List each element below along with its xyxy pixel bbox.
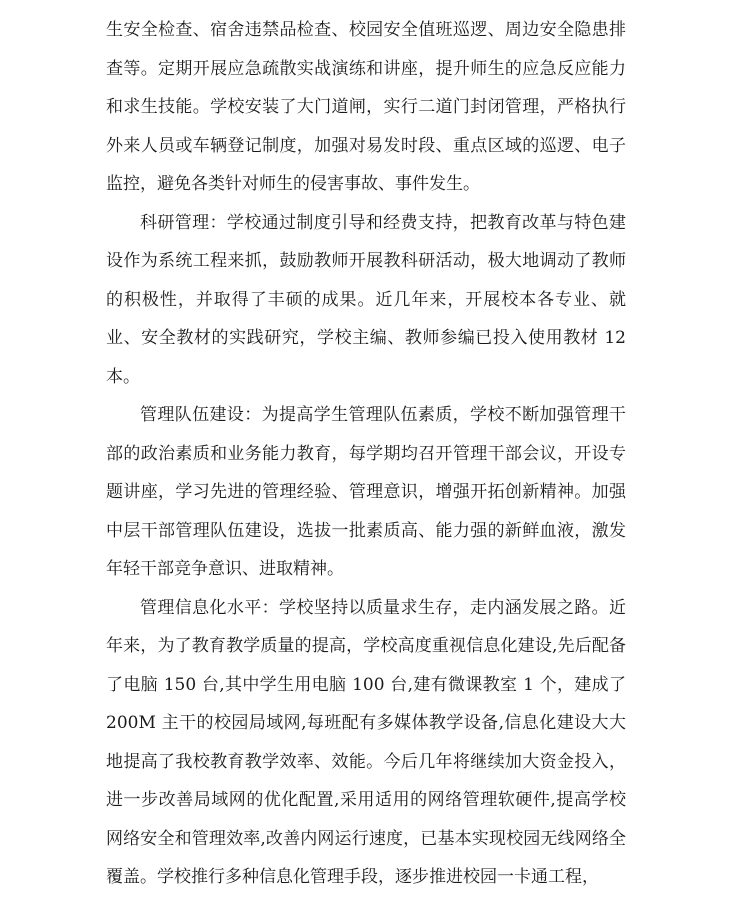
paragraph-informatization: 管理信息化水平：学校坚持以质量求生存，走内涵发展之路。近年来，为了教育教学质量的提高，学校高度重视信息化建设,先后配备了电脑 150 台,其中学生用电脑 100 台,建有微课教室 1 个，建成了200M 主干的校园局域网,每班配有多媒体教学设备,信息化建设大大地提高了我校教育教学效率、效能。今后几年将继续加大资金投入，进一步改善局域网的优化配置,采用适用的网络管理软硬件,提高学校网络安全和管理效率,改善内网运行速度，已基本实现校园无线网络全覆盖。学校推行多种信息化管理手段，逐步推进校园一卡通工程， [106, 597, 626, 887]
paragraph-management-team: 管理队伍建设：为提高学生管理队伍素质，学校不断加强管理干部的政治素质和业务能力教育，每学期均召开管理干部会议，开设专题讲座，学习先进的管理经验、管理意识，增强开拓创新精神。加强中层干部管理队伍建设，选拔一批素质高、能力强的新鲜血液，激发年轻干部竞争意识、进取精神。 [106, 405, 626, 579]
document-page [106, 11, 626, 897]
paragraph-safety-management: 生安全检查、宿舍违禁品检查、校园安全值班巡逻、周边安全隐患排查等。定期开展应急疏散实战演练和讲座，提升师生的应急反应能力和求生技能。学校安装了大门道闸，实行二道门封闭管理，严格执行外来人员或车辆登记制度，加强对易发时段、重点区域的巡逻、电子监控，避免各类针对师生的侵害事故、事件发生。 [106, 20, 626, 194]
paragraph-research-management: 科研管理：学校通过制度引导和经费支持，把教育改革与特色建设作为系统工程来抓，鼓励教师开展教科研活动，极大地调动了教师的积极性，并取得了丰硕的成果。近几年来，开展校本各专业、就业、安全教材的实践研究，学校主编、教师参编已投入使用教材 12 本。 [106, 212, 626, 387]
